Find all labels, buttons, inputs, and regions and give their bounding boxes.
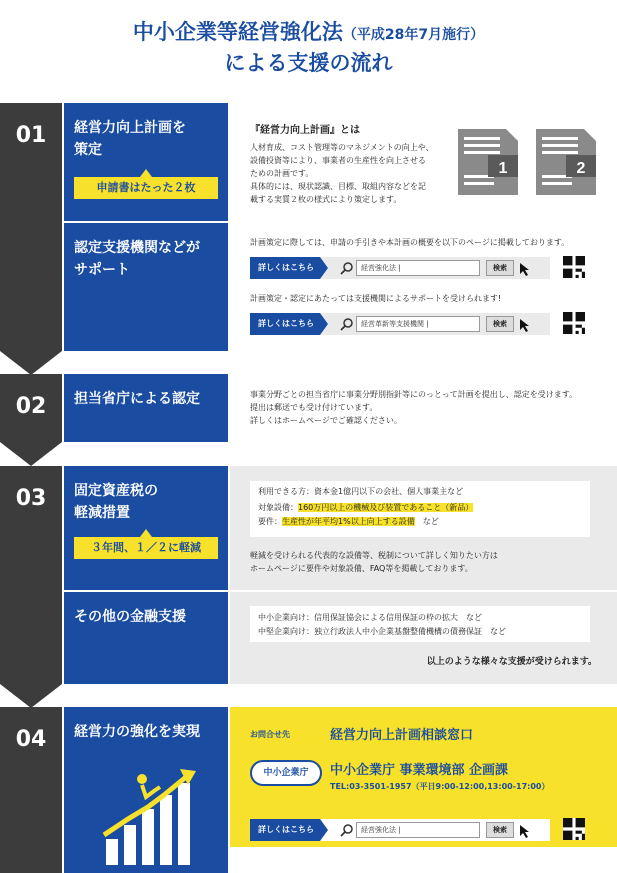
document-icons bbox=[456, 125, 606, 197]
financing-line-2: 中堅企業向け：独立行政法人中小企業基盤整備機構の債務保証 など bbox=[258, 627, 506, 636]
contact-box bbox=[230, 707, 617, 847]
financing-footer: 以上のような様々な支援が受けられます。 bbox=[426, 657, 597, 667]
logo-text: 中小企業庁 bbox=[263, 768, 309, 778]
desc-line: 提出は郵送でも受け付けています。 bbox=[250, 403, 378, 412]
search-bar-3 bbox=[250, 819, 550, 841]
financing-box bbox=[250, 606, 590, 642]
details-button[interactable]: 詳しくはこちら bbox=[250, 257, 320, 279]
step-01a-label-2: 策定 bbox=[74, 142, 102, 158]
note-line: 軽減を受けられる代表的な設備等、税制について詳しく知りたい方は bbox=[250, 551, 498, 560]
step-02-desc bbox=[250, 388, 577, 427]
eligibility-line-3 bbox=[258, 515, 439, 528]
note-line: ホームページに要件や対象設備、FAQ等を掲載しております。 bbox=[250, 564, 473, 573]
step-01a-label-1: 経営力向上計画を bbox=[74, 120, 186, 136]
line-label: 要件： bbox=[258, 517, 282, 526]
title-main: 中小企業等経営強化法 bbox=[132, 20, 343, 44]
step-03b-label: その他の金融支援 bbox=[74, 609, 186, 625]
step-01b-content bbox=[230, 223, 617, 351]
step-01a-desc bbox=[250, 141, 470, 206]
step-03a-label-1: 固定資産税の bbox=[74, 483, 158, 499]
desc-line: 設備投資等により、事業者の生産性を向上させる bbox=[250, 156, 426, 165]
title-sub: （平成28年7月施行） bbox=[342, 27, 485, 43]
search-bar-1 bbox=[250, 257, 550, 279]
contact-small-label: お問合せ先 bbox=[250, 730, 290, 739]
qr-code-icon[interactable] bbox=[563, 818, 585, 840]
cursor-icon bbox=[520, 263, 532, 277]
step-02-panel bbox=[64, 374, 228, 442]
agency-name: 中小企業庁 事業環境部 企画課 bbox=[330, 763, 509, 778]
step-01b-panel bbox=[64, 223, 228, 351]
step-03a-badge: ３年間、１／２に軽減 bbox=[74, 537, 218, 559]
step-01a-title: 『経営力向上計画』とは bbox=[250, 125, 360, 136]
step-03b-panel bbox=[64, 592, 228, 684]
search-icon bbox=[340, 317, 354, 331]
cursor-icon bbox=[520, 825, 532, 839]
step-01-number: 01 bbox=[0, 103, 62, 351]
title-line2: による支援の流れ bbox=[224, 51, 393, 75]
step-01b-text1: 計画策定に際しては、申請の手引きや本計画の概要を以下のページに掲載しております。 bbox=[250, 238, 570, 247]
eligibility-box bbox=[250, 481, 590, 537]
search-input[interactable]: 経営革新等支援機関 | bbox=[356, 316, 480, 332]
step-03a-content bbox=[230, 466, 617, 590]
doc-number-2: 2 bbox=[576, 160, 586, 177]
search-icon bbox=[340, 261, 354, 275]
step-02-number: 02 bbox=[0, 374, 62, 442]
step-01a-content bbox=[230, 103, 617, 221]
step-03b-content bbox=[230, 592, 617, 684]
step-01a-panel bbox=[64, 103, 228, 221]
line-label: 対象設備： bbox=[258, 503, 298, 512]
search-bar-2 bbox=[250, 313, 550, 335]
desc-line: 事業分野ごとの担当省庁に事業分野別指針等にのっとって計画を提出し、認定を受けます。 bbox=[250, 390, 578, 399]
document-2-icon bbox=[536, 129, 596, 195]
contact-title: 経営力向上計画相談窓口 bbox=[330, 728, 474, 743]
search-button[interactable]: 検索 bbox=[486, 316, 514, 332]
desc-line: 載する実質２枚の様式により策定します。 bbox=[250, 195, 402, 204]
highlight-text: 160万円以上の機械及び装置であること（新品） bbox=[298, 503, 474, 512]
desc-line: 人材育成、コスト管理等のマネジメントの向上や、 bbox=[250, 143, 434, 152]
step-04-label: 経営力の強化を実現 bbox=[74, 724, 200, 740]
qr-code-icon[interactable] bbox=[563, 256, 585, 278]
search-input[interactable]: 経営強化法 | bbox=[356, 822, 480, 838]
line-tail: など bbox=[414, 517, 439, 526]
step-04-number: 04 bbox=[0, 707, 62, 873]
doc-number-1: 1 bbox=[498, 160, 508, 177]
tax-note bbox=[250, 549, 498, 575]
step-01b-label-2: サポート bbox=[74, 262, 130, 278]
search-button[interactable]: 検索 bbox=[486, 260, 514, 276]
details-button[interactable]: 詳しくはこちら bbox=[250, 819, 320, 841]
step-02-content bbox=[230, 374, 617, 442]
desc-line: 詳しくはホームページでご確認ください。 bbox=[250, 416, 402, 425]
step-03-number: 03 bbox=[0, 466, 62, 684]
step-04-panel bbox=[64, 707, 228, 873]
step-02-label: 担当省庁による認定 bbox=[74, 391, 200, 407]
eligibility-line-1: 利用できる方：資本金1億円以下の会社、個人事業主など bbox=[258, 487, 464, 496]
search-input[interactable]: 経営強化法 | bbox=[356, 260, 480, 276]
details-button[interactable]: 詳しくはこちら bbox=[250, 313, 320, 335]
cursor-icon bbox=[520, 319, 532, 333]
search-button[interactable]: 検索 bbox=[486, 822, 514, 838]
qr-code-icon[interactable] bbox=[563, 312, 585, 334]
desc-line: ための計画です。 bbox=[250, 169, 314, 178]
agency-logo bbox=[250, 760, 322, 786]
step-01b-label-1: 認定支援機関などが bbox=[74, 240, 200, 256]
document-1-icon bbox=[458, 129, 518, 195]
financing-line-1: 中小企業向け：信用保証協会による信用保証の枠の拡大 など bbox=[258, 613, 482, 622]
step-01a-badge: 申請書はたった２枚 bbox=[74, 177, 218, 199]
step-02-arrow bbox=[0, 442, 62, 468]
contact-tel: TEL:03-3501-1957（平日9:00-12:00,13:00-17:00） bbox=[330, 782, 550, 791]
highlight-text: 生産性が年平均1%以上向上する設備 bbox=[282, 517, 415, 526]
step-03a-label-2: 軽減措置 bbox=[74, 505, 130, 521]
search-icon bbox=[340, 823, 354, 837]
step-03a-panel bbox=[64, 466, 228, 590]
desc-line: 具体的には、現状認識、目標、取組内容などを記 bbox=[250, 182, 426, 191]
page-title bbox=[0, 18, 617, 77]
step-01b-text2: 計画策定・認定にあたっては支援機関によるサポートを受けられます! bbox=[250, 294, 502, 303]
growth-chart-icon bbox=[102, 761, 198, 865]
eligibility-line-2 bbox=[258, 501, 473, 514]
